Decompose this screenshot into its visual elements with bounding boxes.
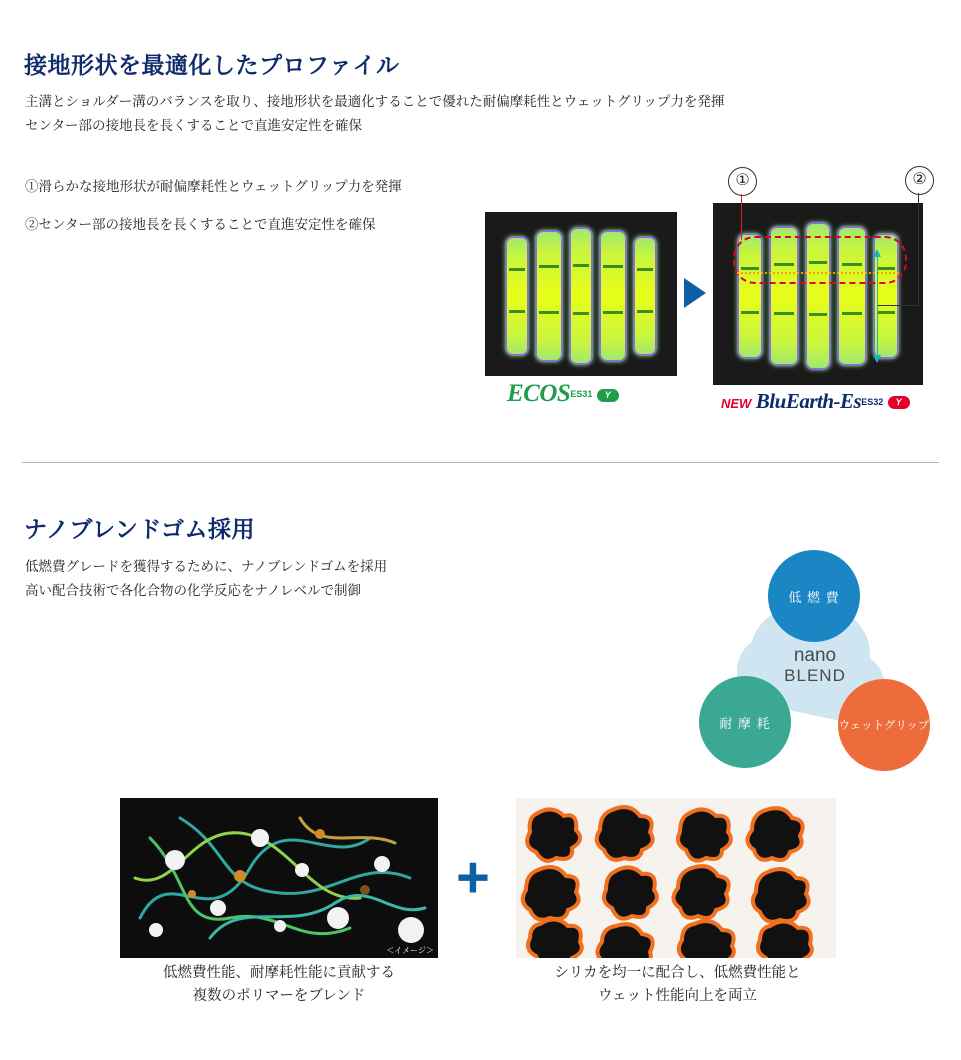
nano-blend-center-label [760, 646, 870, 686]
yokohama-badge-icon: Y [888, 396, 910, 409]
ecos-logo-sub: ES31 [570, 389, 593, 399]
caption-right-line2: ウェット性能向上を両立 [598, 988, 757, 1005]
section1-lead-line2: センター部の接地長を長くすることで直進安定性を確保 [25, 117, 362, 133]
image-note-label: ＜イメージ＞ [386, 946, 434, 955]
bluearth-logo-sub: ES32 [861, 397, 884, 407]
plus-icon: + [456, 845, 490, 910]
callout-1-leader-line [741, 194, 742, 240]
nano-blend-diagram [690, 548, 940, 788]
callout-2-leader-line-vertical [918, 193, 919, 305]
section-divider [22, 462, 939, 463]
new-label: NEW [721, 396, 752, 411]
rib [569, 227, 593, 365]
caption-right [505, 962, 850, 1008]
yokohama-badge-icon: Y [597, 389, 619, 402]
silica-illustration [516, 798, 836, 958]
nano-label: nano [793, 645, 837, 666]
callout-2-leader-line-horizontal [878, 305, 919, 306]
rib [535, 230, 563, 362]
caption-right-line1: シリカを均一に配合し、低燃費性能と [554, 965, 801, 981]
rib [599, 230, 627, 362]
callout2-length-arrow-icon [877, 256, 878, 356]
section1-note-1: ①滑らかな接地形状が耐偏摩耗性とウェットグリップ力を発揮 [25, 179, 402, 194]
section2-lead-line1: 低燃費グレードを獲得するために、ナノブレンドゴムを採用 [25, 559, 388, 574]
ecos-logo-text: ECOS [507, 380, 571, 407]
ecos-ribs [499, 230, 663, 365]
blob-wear-resistance: 耐 摩 耗 [699, 676, 791, 768]
section1-title: 接地形状を最適化したプロファイル [24, 52, 400, 79]
bluearth-logo-text: BluEarth-Es [755, 389, 862, 413]
blob-wet-grip: ウェットグリップ [838, 679, 930, 771]
section1-lead-line1: 主溝とショルダー溝のバランスを取り、接地形状を最適化することで優れた耐偏摩耗性とウェットグリップ力を発揮 [25, 94, 725, 109]
rib [633, 236, 657, 356]
caption-left-line2: 複数のポリマーをブレンド [192, 988, 366, 1005]
rib [505, 236, 529, 356]
bluearth-logo-strip [713, 385, 923, 417]
silica-dispersion-image [516, 798, 836, 958]
callout-marker-1: ① [728, 167, 757, 196]
polymer-blend-image [120, 798, 438, 958]
polymer-illustration [120, 798, 438, 958]
ecos-logo-strip [485, 376, 677, 416]
blob-low-fuel: 低 燃 費 [768, 550, 860, 642]
ecos-contact-patch-image [485, 212, 677, 376]
caption-left [104, 962, 454, 1008]
section1-note-2: ②センター部の接地長を長くすることで直進安定性を確保 [25, 217, 376, 232]
blend-label: BLEND [784, 665, 846, 685]
callout1-highlight-box [733, 236, 907, 284]
caption-left-line1: 低燃費性能、耐摩耗性能に貢献する [163, 965, 395, 981]
bluearth-contact-patch-image [713, 203, 923, 385]
callout-marker-2: ② [905, 166, 934, 195]
section1-lead [25, 90, 785, 137]
callout1-center-line [737, 272, 899, 274]
section2-lead [25, 555, 645, 602]
section2-title: ナノブレンドゴム採用 [24, 516, 255, 543]
section2-lead-line2: 高い配合技術で各化合物の化学反応をナノレベルで制御 [25, 582, 362, 598]
arrow-right-icon [684, 278, 706, 308]
